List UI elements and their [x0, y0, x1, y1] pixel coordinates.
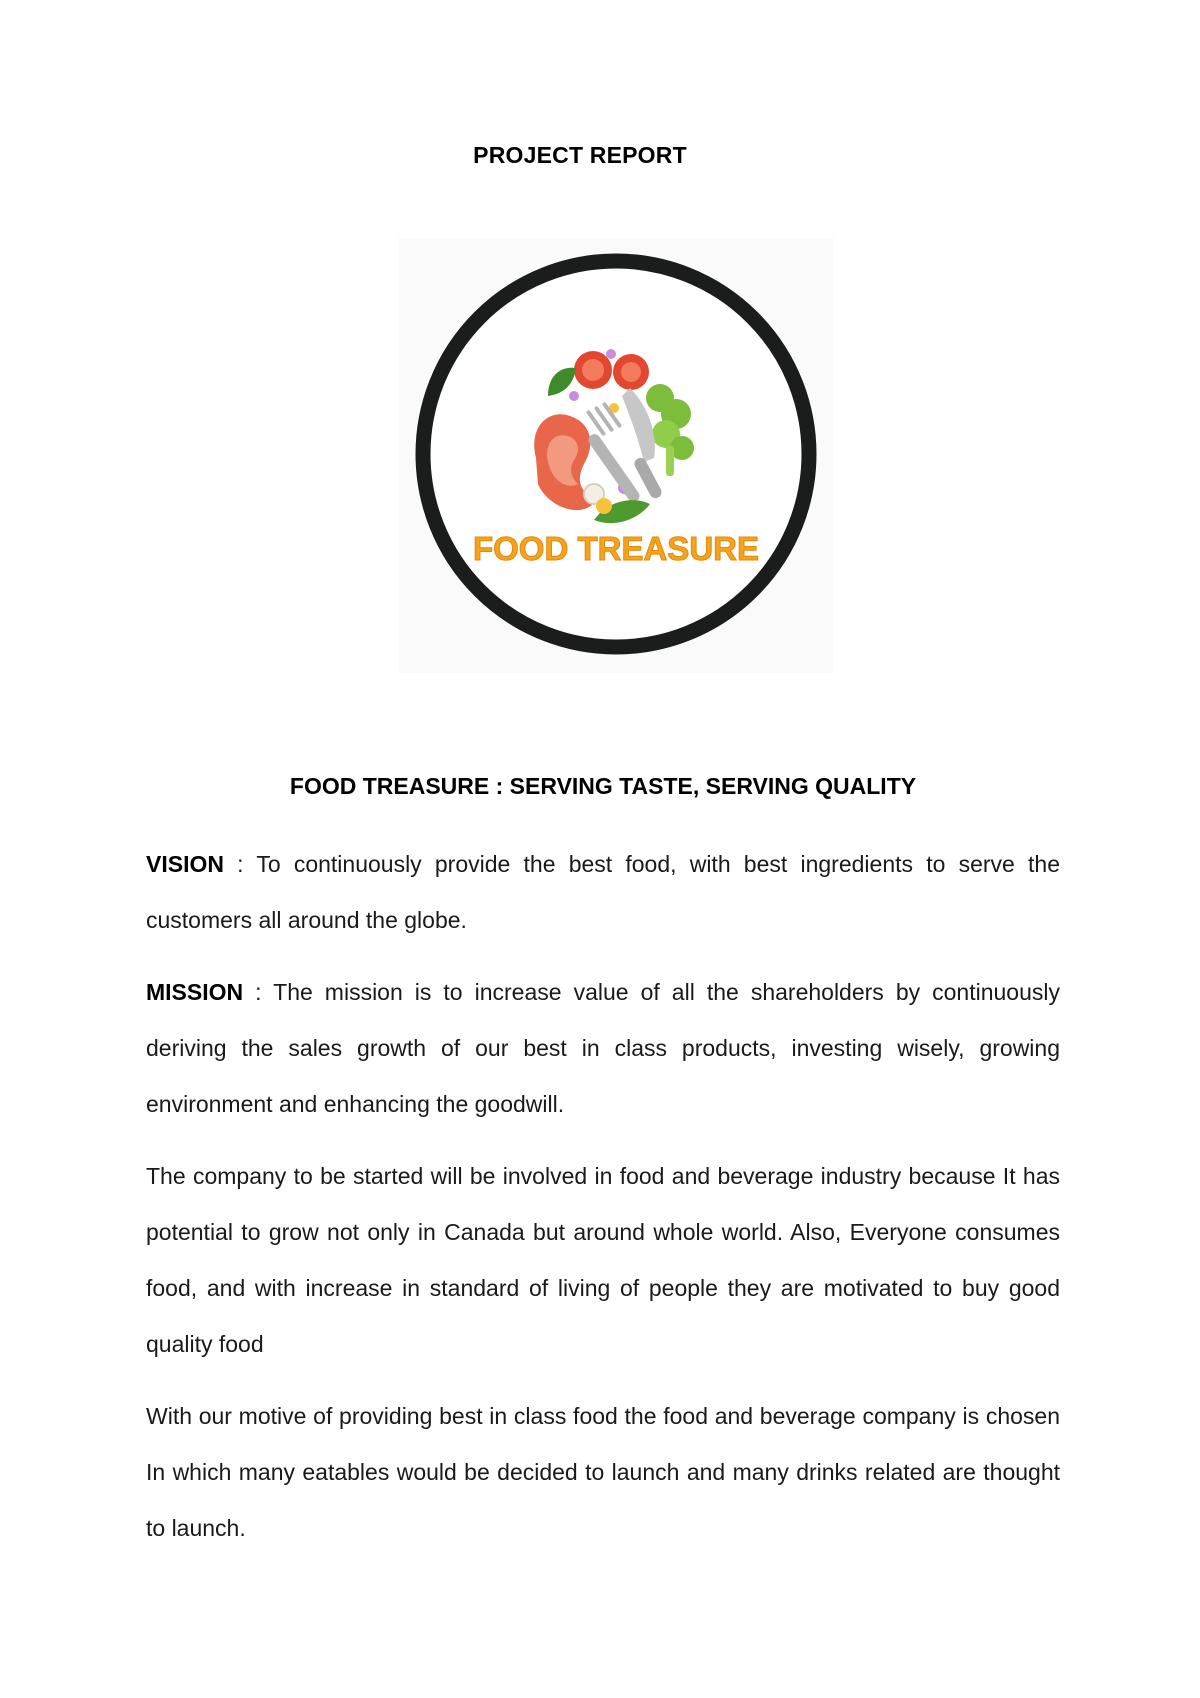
logo-text: FOOD TREASURE — [472, 530, 760, 567]
mission-label: MISSION — [146, 979, 244, 1005]
food-treasure-logo-icon — [398, 238, 834, 673]
vision-label: VISION — [146, 851, 224, 877]
report-subtitle: FOOD TREASURE : SERVING TASTE, SERVING QUALITY — [289, 773, 917, 799]
vision-paragraph — [146, 836, 1060, 948]
logo-image — [398, 238, 834, 673]
mission-text: : The mission is to increase value of all the shareholders by continuously deriving the sales growth of our best in class products, investing wisely, growing environment and enhancing the goodwill. — [146, 979, 1060, 1117]
body-paragraph: The company to be started will be involved in food and beverage industry because It has potential to grow not only in Canada but around whole world. Also, Everyone consumes food, and with increase in standard of living of people they are motivated to buy good quality food — [146, 1163, 1060, 1357]
report-title: PROJECT REPORT — [473, 142, 687, 168]
vision-text: : To continuously provide the best food, with best ingredients to serve the customers all around the globe. — [146, 851, 1060, 933]
body-paragraph: With our motive of providing best in class food the food and beverage company is chosen In which many eatables would be decided to launch and many drinks related are thought to launch. — [146, 1403, 1060, 1541]
report-body — [146, 836, 1060, 1572]
mission-paragraph — [146, 964, 1060, 1132]
